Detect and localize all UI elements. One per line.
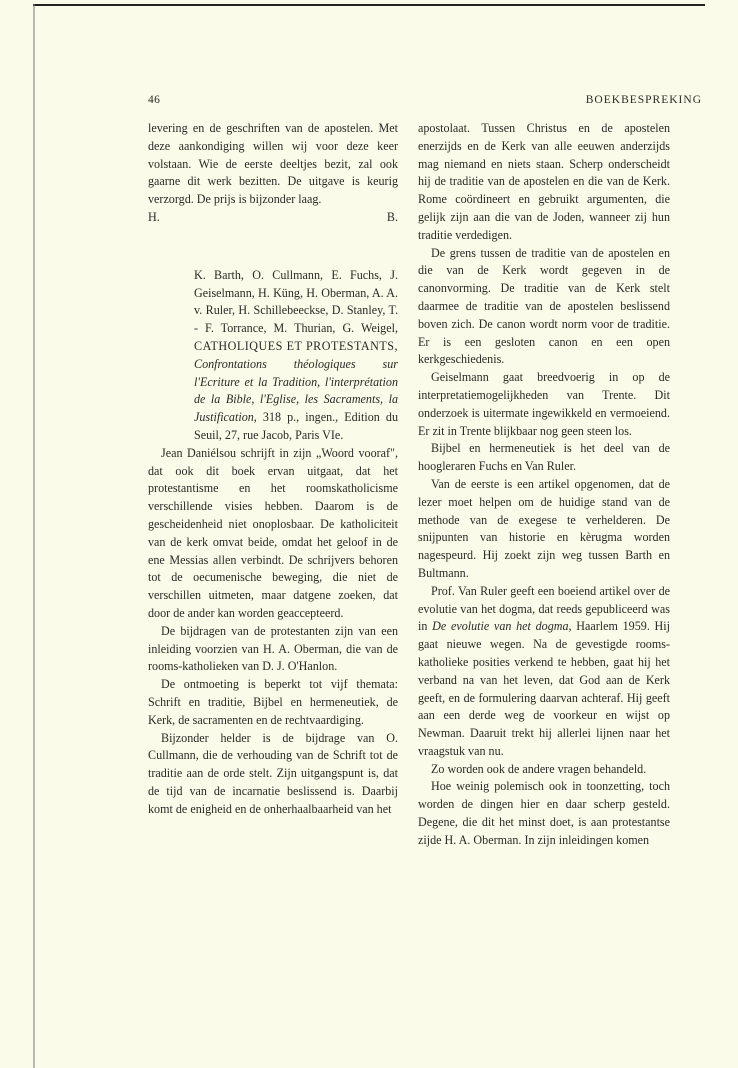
book-reference <box>148 267 398 445</box>
paragraph: Van de eerste is een artikel opgenomen, dat de lezer moet helpen om de huidige stand van de methode van de exegese te verhelderen. De snijpunten van historie en kèrugma worden nagespeurd. Hij zoekt zijn weg tussen Barth en Bultmann. <box>418 476 670 580</box>
cited-title: De evolutie van het dogma, <box>432 619 572 634</box>
book-authors: K. Barth, O. Cullmann, E. Fuchs, J. Geiselmann, H. Küng, H. Oberman, A. A. v. Ruler, H. Schillebeeckse, D. Stanley, T. - F. Torrance, M. Thurian, G. Weigel, <box>194 267 398 336</box>
signature-initial-right: B. <box>386 209 398 224</box>
book-details: 318 p., ingen., Edition du Seuil, 27, rue Jacob, Paris VIe. <box>194 410 398 442</box>
book-subtitle: Confrontations théologiques sur l'Ecriture et la Tradition, l'interprétation de la Bible, l'Eglise, les Sacraments, la Justification, <box>194 356 398 425</box>
paragraph: apostolaat. Tussen Christus en de apostelen enerzijds en de Kerk van alle eeuwen anderzijds mag niemand en niets staan. Scherp onderscheidt hij de traditie van de apostelen en die van de Kerk. Rome coördineert en gebruikt argumenten, die gelijk zijn aan die van de Joden, wanneer zij hun traditie verdedigen. <box>418 121 670 242</box>
paragraph: Hoe weinig polemisch ook in toonzetting, toch worden de dingen hier en daar scherp gesteld. Degene, die dit het minst doet, is aan protestantse zijde H. A. Oberman. In zijn inleidingen komen <box>418 779 670 847</box>
book-title: CATHOLIQUES ET PROTESTANTS, <box>194 338 398 353</box>
paragraph: Bijbel en hermeneutiek is het deel van de hoogleraren Fuchs en Van Ruler. <box>418 441 670 474</box>
paragraph: De bijdragen van de protestanten zijn van een inleiding voorzien van H. A. Oberman, die van de rooms-katholieken van D. J. O'Hanlon. <box>148 623 398 674</box>
paragraph: Zo worden ook de andere vragen behandeld. <box>431 761 647 776</box>
scan-top-border <box>33 4 705 6</box>
paragraph: levering en de geschriften van de apostelen. Met deze aankondiging willen wij voor deze keer volstaan. Wie de eerste deeltjes bezit, zal ook gaarne dit werk bezitten. De uitgave is keurig verzorgd. De prijs is bijzonder laag. <box>148 121 398 207</box>
signature-initial-left: H. <box>148 209 160 224</box>
paragraph: Jean Daniélsou schrijft in zijn „Woord vooraf", dat ook dit boek ervan uitgaat, dat het protestantisme en het roomskatholicisme verschillende visies hebben. Daarom is de gescheidenheid niet onoplosbaar. De katholiciteit van de kerk omvat beide, omdat het geloof in de ene Messias allen verbindt. De schrijvers behoren tot de oecumenische beweging, die niet de verschillen uitmeten, maar datgene zoeken, dat door de ander kan worden geaccepteerd. <box>148 445 398 620</box>
paragraph: De ontmoeting is beperkt tot vijf themata: Schrift en traditie, Bijbel en hermeneutiek, de Kerk, de sacramenten en de rechtvaardiging. <box>148 677 398 727</box>
reviewer-signature <box>148 209 398 227</box>
paragraph: Geiselmann gaat breedvoerig in op de interpretatiemogelijkheden van Trente. Dit onderzoek is uitermate ingewikkeld en vermoeiend. Er zit in Trente blijkbaar nog geen steen los. <box>418 370 670 438</box>
scan-left-edge <box>33 4 35 1068</box>
left-column <box>148 120 398 818</box>
paragraph <box>418 583 670 761</box>
paragraph: Bijzonder helder is de bijdrage van O. Cullmann, die de verhouding van de Schrift tot de traditie aan de orde stelt. Zijn uitgangspunt is, dat de tijd van de incarnatie beslissend is. Daarbij komt de enigheid en de onherhaalbaarheid van het <box>148 730 398 816</box>
paragraph: De grens tussen de traditie van de apostelen en die van de Kerk wordt gegeven in de canonvorming. De traditie van de Kerk stelt daarmee de traditie van de apostelen beslissend boven zich. De canon wordt norm voor de traditie. Er is een gesloten canon en een open kerkgeschiedenis. <box>418 245 670 367</box>
page-number: 46 <box>148 94 161 106</box>
paragraph-text: Haarlem 1959. Hij gaat nieuwe wegen. Na de gevestigde rooms-katholieke posities verkend te hebben, gaat hij het verband na van het leven, dat God aan de Kerk geeft, en de formulering daarvan achteraf. Hij geeft aan een derde weg de voorkeur en wijst op Newman. Daaruit trekt hij allerlei lijnen naar het vraagstuk van nu. <box>418 619 671 758</box>
right-column <box>418 120 670 850</box>
running-title: BOEKBESPREKING <box>585 94 702 106</box>
paragraph-text: Prof. Van Ruler geeft een boeiend artikel over de evolutie van het dogma, dat reeds gepubliceerd was in <box>418 583 670 634</box>
